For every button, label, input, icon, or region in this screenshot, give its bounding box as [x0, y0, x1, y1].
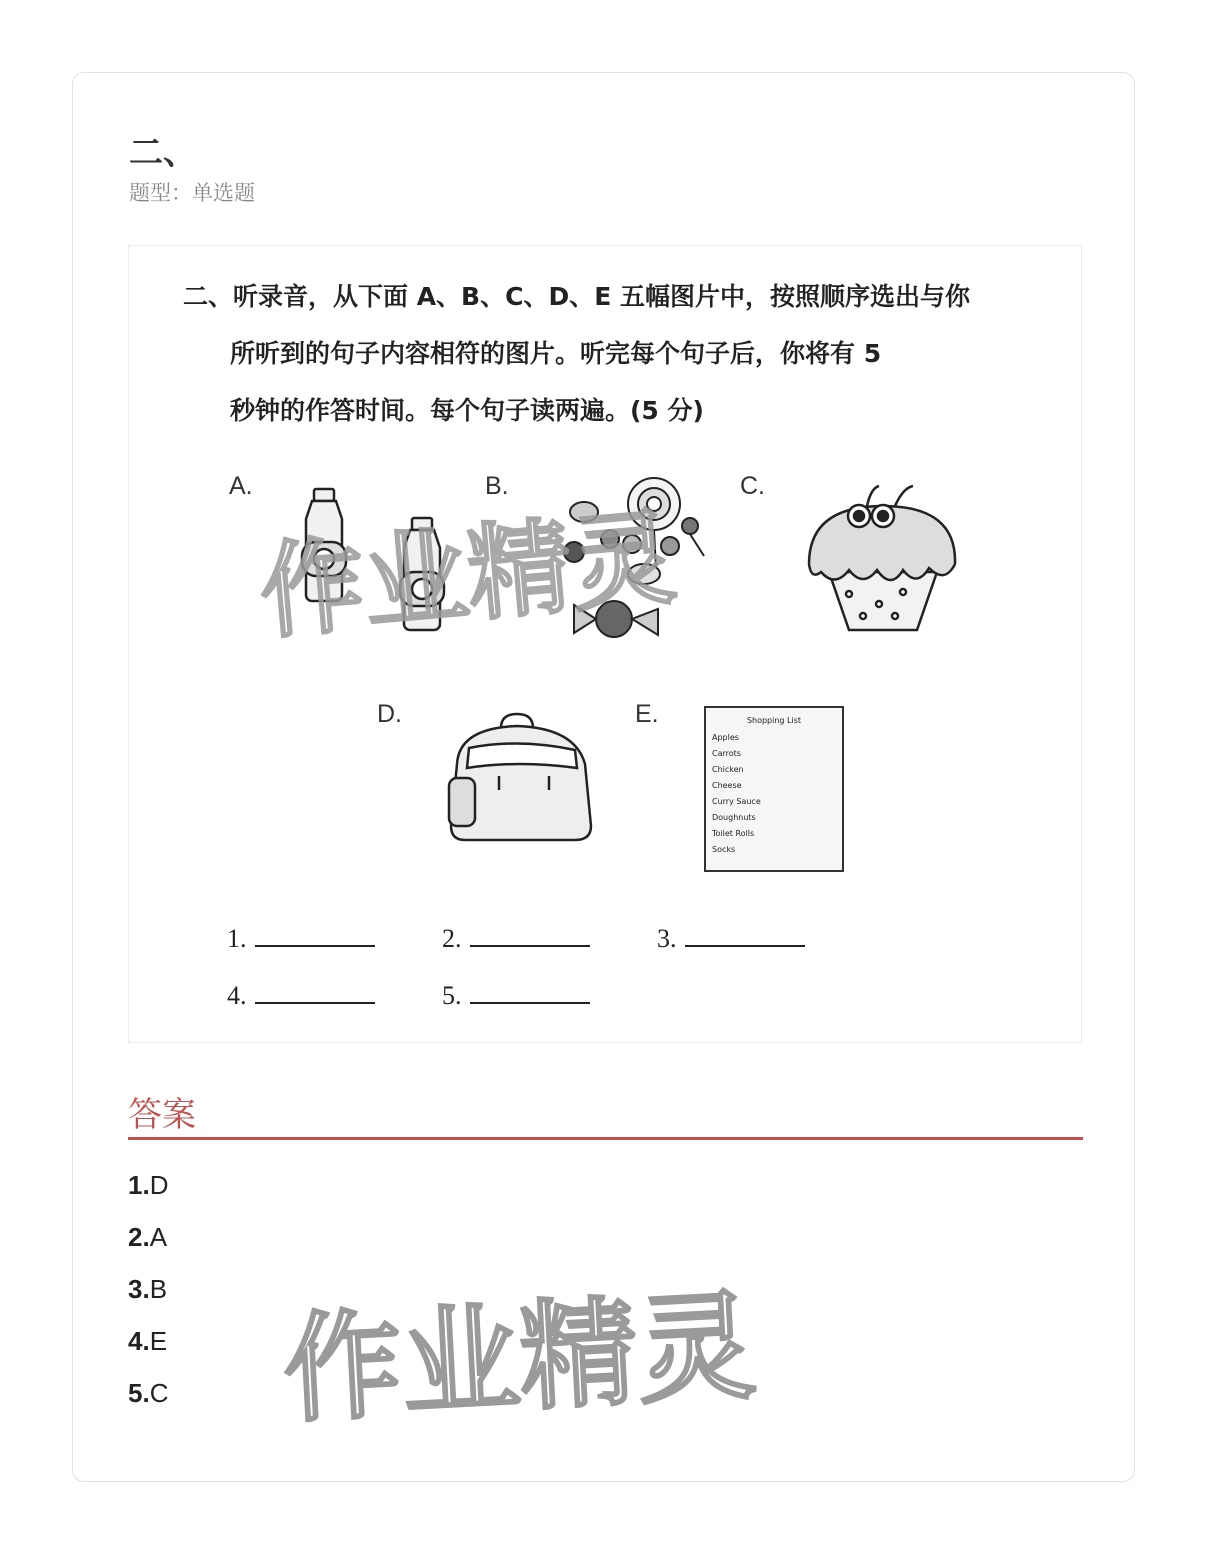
instruction-line: 二、听录音，从下面 A、B、C、D、E 五幅图片中，按照顺序选出与你: [183, 282, 970, 311]
question-image: [128, 245, 1082, 1043]
shopping-list-icon: [704, 706, 844, 872]
question-type: 题型：单选题: [129, 181, 255, 205]
shopping-list-item: Carrots: [712, 749, 741, 758]
answer-item: 3.B: [128, 1274, 168, 1304]
option-a-label: A.: [229, 472, 253, 500]
option-c-label: C.: [740, 472, 765, 500]
answer-blank-3: [657, 924, 805, 954]
answer-divider: [128, 1137, 1083, 1140]
instruction-line: 秒钟的作答时间。每个句子读两遍。(5 分): [230, 396, 704, 425]
answer-blank-4: [227, 981, 375, 1011]
shopping-list-title: Shopping List: [746, 716, 802, 725]
blank-number: 1.: [227, 924, 247, 953]
shopping-list-item: Socks: [712, 845, 736, 854]
option-b-label: B.: [485, 472, 509, 500]
question-number: 二、: [129, 133, 197, 173]
blank-number: 5.: [442, 981, 462, 1010]
answer-item: 1.D: [128, 1170, 169, 1200]
watermark: 作业精灵: [280, 1276, 759, 1440]
question-card: [72, 72, 1135, 1482]
cupcake-icon: [799, 484, 964, 639]
answer-blank-2: [442, 924, 590, 954]
water-bottles-icon: [294, 484, 454, 639]
blank-number: 4.: [227, 981, 247, 1010]
option-d-label: D.: [377, 700, 402, 728]
shopping-list-item: Toilet Rolls: [712, 829, 755, 838]
shopping-list-item: Chicken: [712, 765, 744, 774]
answer-blank-5: [442, 981, 590, 1011]
answer-title: 答案: [128, 1095, 196, 1135]
answer-blank-1: [227, 924, 375, 954]
candy-icon: [544, 474, 714, 644]
school-bag-icon: [439, 708, 604, 853]
shopping-list-item: Cheese: [712, 781, 742, 790]
answer-item: 2.A: [128, 1222, 168, 1252]
blank-number: 2.: [442, 924, 462, 953]
answer-item: 5.C: [128, 1378, 169, 1408]
answer-item: 4.E: [128, 1326, 168, 1356]
instruction-line: 所听到的句子内容相符的图片。听完每个句子后，你将有 5: [230, 339, 882, 368]
watermark: 作业精灵: [255, 496, 681, 654]
instruction: [183, 268, 1053, 439]
option-e-label: E.: [635, 700, 659, 728]
shopping-list-item: Curry Sauce: [712, 797, 761, 806]
shopping-list-item: Doughnuts: [712, 813, 756, 822]
shopping-list-item: Apples: [712, 733, 739, 742]
blank-number: 3.: [657, 924, 677, 953]
